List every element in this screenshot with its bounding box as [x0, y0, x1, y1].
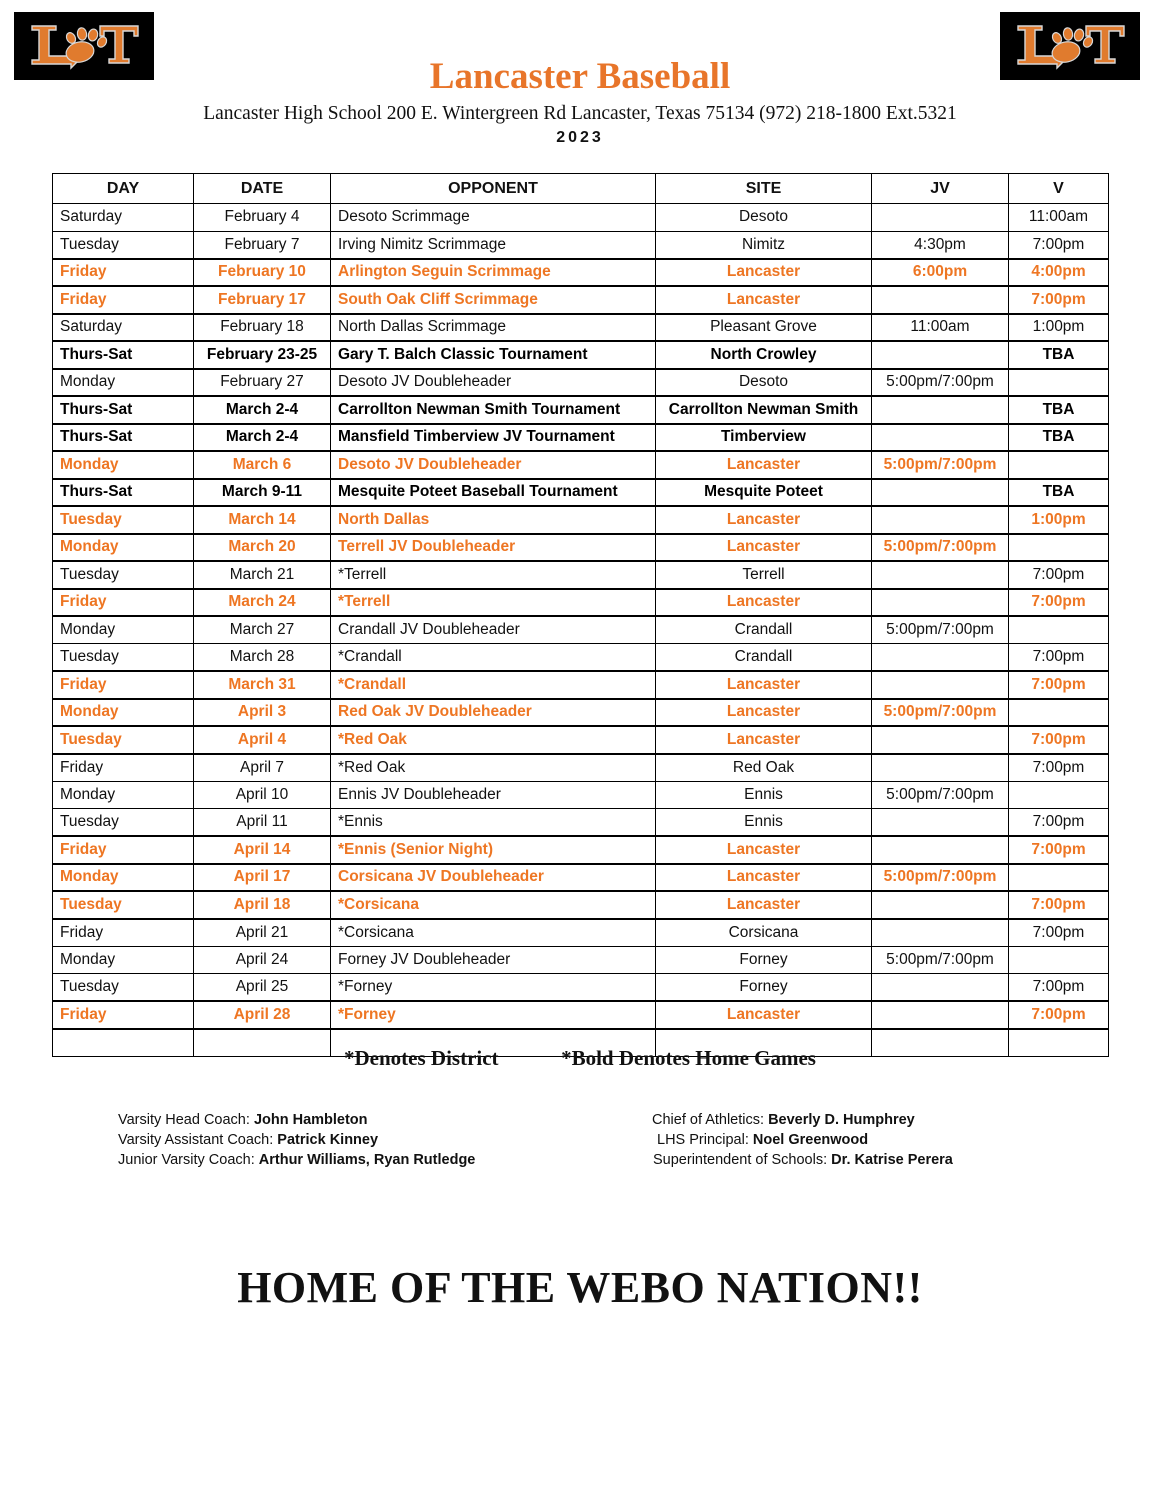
game-site: Ennis [656, 781, 872, 809]
table-row [53, 781, 1109, 809]
table-row [53, 1001, 1109, 1029]
game-jv-time: 5:00pm/7:00pm [872, 534, 1009, 562]
game-date: March 6 [194, 451, 331, 479]
administrator-name: Beverly D. Humphrey [768, 1112, 915, 1128]
game-day: Monday [53, 616, 194, 644]
game-date: April 24 [194, 946, 331, 974]
game-date: February 27 [194, 369, 331, 397]
game-day: Tuesday [53, 231, 194, 259]
administrator-name: Noel Greenwood [752, 1132, 869, 1148]
game-jv-time [872, 891, 1009, 919]
game-site: Lancaster [656, 451, 872, 479]
game-day: Thurs-Sat [53, 424, 194, 452]
page-title: Lancaster Baseball [429, 56, 731, 97]
table-row [53, 754, 1109, 782]
game-varsity-time: 7:00pm [1009, 974, 1109, 1002]
game-opponent: *Crandall [331, 671, 656, 699]
game-jv-time [872, 424, 1009, 452]
game-jv-time: 11:00am [872, 314, 1009, 342]
table-row [53, 396, 1109, 424]
game-day: Thurs-Sat [53, 341, 194, 369]
coach-name: John Hambleton [253, 1112, 368, 1128]
game-opponent: Ennis JV Doubleheader [331, 781, 656, 809]
game-site: Lancaster [656, 836, 872, 864]
game-jv-time: 5:00pm/7:00pm [872, 451, 1009, 479]
game-date: April 14 [194, 836, 331, 864]
game-opponent: Corsicana JV Doubleheader [331, 864, 656, 892]
game-opponent: Mesquite Poteet Baseball Tournament [331, 479, 656, 507]
game-varsity-time: 4:00pm [1009, 259, 1109, 287]
game-date: March 2-4 [194, 424, 331, 452]
game-jv-time [872, 1001, 1009, 1029]
game-opponent: Carrollton Newman Smith Tournament [331, 396, 656, 424]
game-varsity-time: 11:00am [1009, 204, 1109, 232]
game-varsity-time: 7:00pm [1009, 286, 1109, 314]
coach-entry [118, 1150, 475, 1170]
game-opponent: Desoto JV Doubleheader [331, 451, 656, 479]
game-varsity-time: TBA [1009, 479, 1109, 507]
game-opponent: *Forney [331, 1001, 656, 1029]
game-date: March 20 [194, 534, 331, 562]
game-day: Monday [53, 699, 194, 727]
table-row [53, 479, 1109, 507]
table-row [53, 341, 1109, 369]
game-site: Lancaster [656, 726, 872, 754]
game-varsity-time: 7:00pm [1009, 726, 1109, 754]
game-opponent: *Crandall [331, 644, 656, 672]
administrator-entry [652, 1110, 953, 1130]
game-opponent: *Red Oak [331, 726, 656, 754]
game-varsity-time: 7:00pm [1009, 589, 1109, 617]
administrator-role: LHS Principal: [657, 1132, 753, 1148]
game-date: February 4 [194, 204, 331, 232]
game-varsity-time: 7:00pm [1009, 231, 1109, 259]
game-varsity-time: 1:00pm [1009, 314, 1109, 342]
game-date: April 3 [194, 699, 331, 727]
table-row [53, 644, 1109, 672]
table-row [53, 671, 1109, 699]
game-date: March 31 [194, 671, 331, 699]
game-day: Friday [53, 754, 194, 782]
schedule-table-body [53, 204, 1109, 1057]
game-day: Saturday [53, 314, 194, 342]
table-row [53, 726, 1109, 754]
game-site: North Crowley [656, 341, 872, 369]
game-opponent: *Terrell [331, 589, 656, 617]
table-header-row [53, 174, 1109, 204]
game-site: Pleasant Grove [656, 314, 872, 342]
game-varsity-time: 7:00pm [1009, 561, 1109, 589]
column-header-opponent: OPPONENT [331, 174, 656, 204]
game-day: Saturday [53, 204, 194, 232]
table-row [53, 891, 1109, 919]
table-row [53, 451, 1109, 479]
game-opponent: North Dallas Scrimmage [331, 314, 656, 342]
game-opponent: *Corsicana [331, 919, 656, 947]
game-day: Friday [53, 836, 194, 864]
game-varsity-time [1009, 946, 1109, 974]
game-day: Tuesday [53, 561, 194, 589]
game-day: Friday [53, 919, 194, 947]
column-header-jv: JV [872, 174, 1009, 204]
column-header-day: DAY [53, 174, 194, 204]
game-site: Lancaster [656, 1001, 872, 1029]
game-site: Lancaster [656, 699, 872, 727]
game-date: April 18 [194, 891, 331, 919]
game-site: Crandall [656, 616, 872, 644]
game-day: Friday [53, 1001, 194, 1029]
game-varsity-time [1009, 781, 1109, 809]
game-date: April 11 [194, 809, 331, 837]
game-varsity-time: 7:00pm [1009, 891, 1109, 919]
game-day: Monday [53, 946, 194, 974]
game-date: April 25 [194, 974, 331, 1002]
game-varsity-time: TBA [1009, 341, 1109, 369]
game-date: March 28 [194, 644, 331, 672]
game-opponent: *Red Oak [331, 754, 656, 782]
game-varsity-time: 7:00pm [1009, 919, 1109, 947]
game-date: February 18 [194, 314, 331, 342]
game-varsity-time: TBA [1009, 424, 1109, 452]
game-day: Friday [53, 589, 194, 617]
game-opponent: Desoto JV Doubleheader [331, 369, 656, 397]
coach-entry [118, 1130, 475, 1150]
game-site: Timberview [656, 424, 872, 452]
game-opponent: Desoto Scrimmage [331, 204, 656, 232]
game-date: February 7 [194, 231, 331, 259]
game-opponent: Red Oak JV Doubleheader [331, 699, 656, 727]
game-jv-time: 5:00pm/7:00pm [872, 699, 1009, 727]
table-row [53, 314, 1109, 342]
game-varsity-time [1009, 864, 1109, 892]
table-row [53, 919, 1109, 947]
game-site: Forney [656, 974, 872, 1002]
document-header [0, 58, 1160, 147]
game-jv-time [872, 919, 1009, 947]
coach-name: Arthur Williams, Ryan Rutledge [258, 1152, 476, 1168]
table-row [53, 946, 1109, 974]
table-row [53, 589, 1109, 617]
game-jv-time [872, 726, 1009, 754]
game-date: February 17 [194, 286, 331, 314]
game-jv-time [872, 396, 1009, 424]
game-date: April 10 [194, 781, 331, 809]
game-opponent: Arlington Seguin Scrimmage [331, 259, 656, 287]
administrator-entry [652, 1130, 953, 1150]
administrator-entry [652, 1150, 953, 1170]
coach-entry [118, 1110, 475, 1130]
game-varsity-time [1009, 616, 1109, 644]
game-date: March 14 [194, 506, 331, 534]
tagline: HOME OF THE WEBO NATION!! [237, 1263, 923, 1312]
game-site: Lancaster [656, 534, 872, 562]
table-row [53, 864, 1109, 892]
game-date: March 2-4 [194, 396, 331, 424]
school-address: Lancaster High School 200 E. Wintergreen Rd Lancaster, Texas 75134 (972) 218-1800 Ext.5321 [203, 102, 957, 124]
game-date: February 10 [194, 259, 331, 287]
game-site: Ennis [656, 809, 872, 837]
game-site: Lancaster [656, 671, 872, 699]
game-day: Monday [53, 451, 194, 479]
game-date: March 9-11 [194, 479, 331, 507]
game-date: February 23-25 [194, 341, 331, 369]
game-jv-time [872, 836, 1009, 864]
table-row [53, 204, 1109, 232]
game-varsity-time [1009, 451, 1109, 479]
game-day: Tuesday [53, 506, 194, 534]
game-site: Nimitz [656, 231, 872, 259]
game-jv-time [872, 671, 1009, 699]
game-jv-time: 5:00pm/7:00pm [872, 616, 1009, 644]
game-opponent: Crandall JV Doubleheader [331, 616, 656, 644]
game-day: Thurs-Sat [53, 479, 194, 507]
game-day: Tuesday [53, 974, 194, 1002]
administrator-role: Chief of Athletics: [652, 1112, 769, 1128]
game-varsity-time [1009, 369, 1109, 397]
game-site: Corsicana [656, 919, 872, 947]
game-day: Monday [53, 864, 194, 892]
game-site: Red Oak [656, 754, 872, 782]
administrator-role: Superintendent of Schools: [653, 1152, 832, 1168]
game-opponent: *Terrell [331, 561, 656, 589]
table-row [53, 259, 1109, 287]
game-jv-time [872, 809, 1009, 837]
schedule-table [52, 173, 1109, 1057]
game-opponent: Forney JV Doubleheader [331, 946, 656, 974]
game-opponent: *Ennis (Senior Night) [331, 836, 656, 864]
table-row [53, 231, 1109, 259]
game-opponent: Irving Nimitz Scrimmage [331, 231, 656, 259]
game-jv-time: 5:00pm/7:00pm [872, 781, 1009, 809]
game-day: Monday [53, 534, 194, 562]
game-date: April 28 [194, 1001, 331, 1029]
game-varsity-time: 7:00pm [1009, 836, 1109, 864]
coaching-staff-column [118, 1110, 475, 1170]
game-jv-time [872, 561, 1009, 589]
game-opponent: Mansfield Timberview JV Tournament [331, 424, 656, 452]
game-day: Friday [53, 259, 194, 287]
game-site: Lancaster [656, 891, 872, 919]
game-jv-time: 5:00pm/7:00pm [872, 946, 1009, 974]
coach-role: Varsity Assistant Coach: [118, 1132, 278, 1148]
game-day: Tuesday [53, 644, 194, 672]
game-site: Lancaster [656, 589, 872, 617]
game-date: March 27 [194, 616, 331, 644]
game-site: Carrollton Newman Smith [656, 396, 872, 424]
legend-notes [0, 1046, 1160, 1071]
game-opponent: Gary T. Balch Classic Tournament [331, 341, 656, 369]
table-row [53, 616, 1109, 644]
schedule-table-container [52, 173, 1108, 1057]
game-varsity-time: 7:00pm [1009, 754, 1109, 782]
coach-role: Varsity Head Coach: [118, 1112, 254, 1128]
column-header-site: SITE [656, 174, 872, 204]
table-row [53, 424, 1109, 452]
game-site: Desoto [656, 369, 872, 397]
game-site: Lancaster [656, 506, 872, 534]
game-site: Lancaster [656, 286, 872, 314]
game-opponent: North Dallas [331, 506, 656, 534]
game-jv-time [872, 341, 1009, 369]
administrator-name: Dr. Katrise Perera [831, 1152, 953, 1168]
game-varsity-time: TBA [1009, 396, 1109, 424]
game-site: Forney [656, 946, 872, 974]
game-site: Crandall [656, 644, 872, 672]
game-date: April 17 [194, 864, 331, 892]
game-day: Monday [53, 781, 194, 809]
game-opponent: Terrell JV Doubleheader [331, 534, 656, 562]
coach-name: Patrick Kinney [277, 1132, 379, 1148]
game-date: April 7 [194, 754, 331, 782]
game-varsity-time: 7:00pm [1009, 1001, 1109, 1029]
coach-role: Junior Varsity Coach: [118, 1152, 259, 1168]
game-site: Lancaster [656, 259, 872, 287]
game-day: Friday [53, 671, 194, 699]
column-header-v: V [1009, 174, 1109, 204]
game-date: April 4 [194, 726, 331, 754]
game-jv-time: 5:00pm/7:00pm [872, 369, 1009, 397]
game-jv-time [872, 506, 1009, 534]
table-row [53, 286, 1109, 314]
administration-column [652, 1110, 953, 1170]
table-row [53, 809, 1109, 837]
game-site: Terrell [656, 561, 872, 589]
game-date: April 21 [194, 919, 331, 947]
game-jv-time: 5:00pm/7:00pm [872, 864, 1009, 892]
note-denotes-district: *Denotes District [344, 1046, 499, 1070]
table-row [53, 561, 1109, 589]
game-site: Mesquite Poteet [656, 479, 872, 507]
game-varsity-time: 7:00pm [1009, 644, 1109, 672]
game-site: Desoto [656, 204, 872, 232]
game-varsity-time [1009, 699, 1109, 727]
game-day: Tuesday [53, 726, 194, 754]
season-year: 2023 [556, 129, 604, 147]
game-varsity-time [1009, 534, 1109, 562]
table-row [53, 369, 1109, 397]
table-row [53, 506, 1109, 534]
game-jv-time: 6:00pm [872, 259, 1009, 287]
column-header-date: DATE [194, 174, 331, 204]
game-day: Tuesday [53, 809, 194, 837]
game-jv-time [872, 479, 1009, 507]
game-day: Friday [53, 286, 194, 314]
game-varsity-time: 1:00pm [1009, 506, 1109, 534]
table-row [53, 974, 1109, 1002]
game-jv-time [872, 589, 1009, 617]
table-row [53, 836, 1109, 864]
game-jv-time [872, 754, 1009, 782]
game-day: Tuesday [53, 891, 194, 919]
game-jv-time [872, 644, 1009, 672]
game-date: March 21 [194, 561, 331, 589]
game-site: Lancaster [656, 864, 872, 892]
game-jv-time [872, 204, 1009, 232]
note-bold-home-games: *Bold Denotes Home Games [561, 1046, 816, 1070]
table-row [53, 699, 1109, 727]
game-opponent: South Oak Cliff Scrimmage [331, 286, 656, 314]
game-opponent: *Ennis [331, 809, 656, 837]
game-opponent: *Forney [331, 974, 656, 1002]
game-varsity-time: 7:00pm [1009, 809, 1109, 837]
game-jv-time [872, 286, 1009, 314]
table-row [53, 534, 1109, 562]
game-day: Monday [53, 369, 194, 397]
game-varsity-time: 7:00pm [1009, 671, 1109, 699]
game-opponent: *Corsicana [331, 891, 656, 919]
game-jv-time [872, 974, 1009, 1002]
game-date: March 24 [194, 589, 331, 617]
game-day: Thurs-Sat [53, 396, 194, 424]
game-jv-time: 4:30pm [872, 231, 1009, 259]
